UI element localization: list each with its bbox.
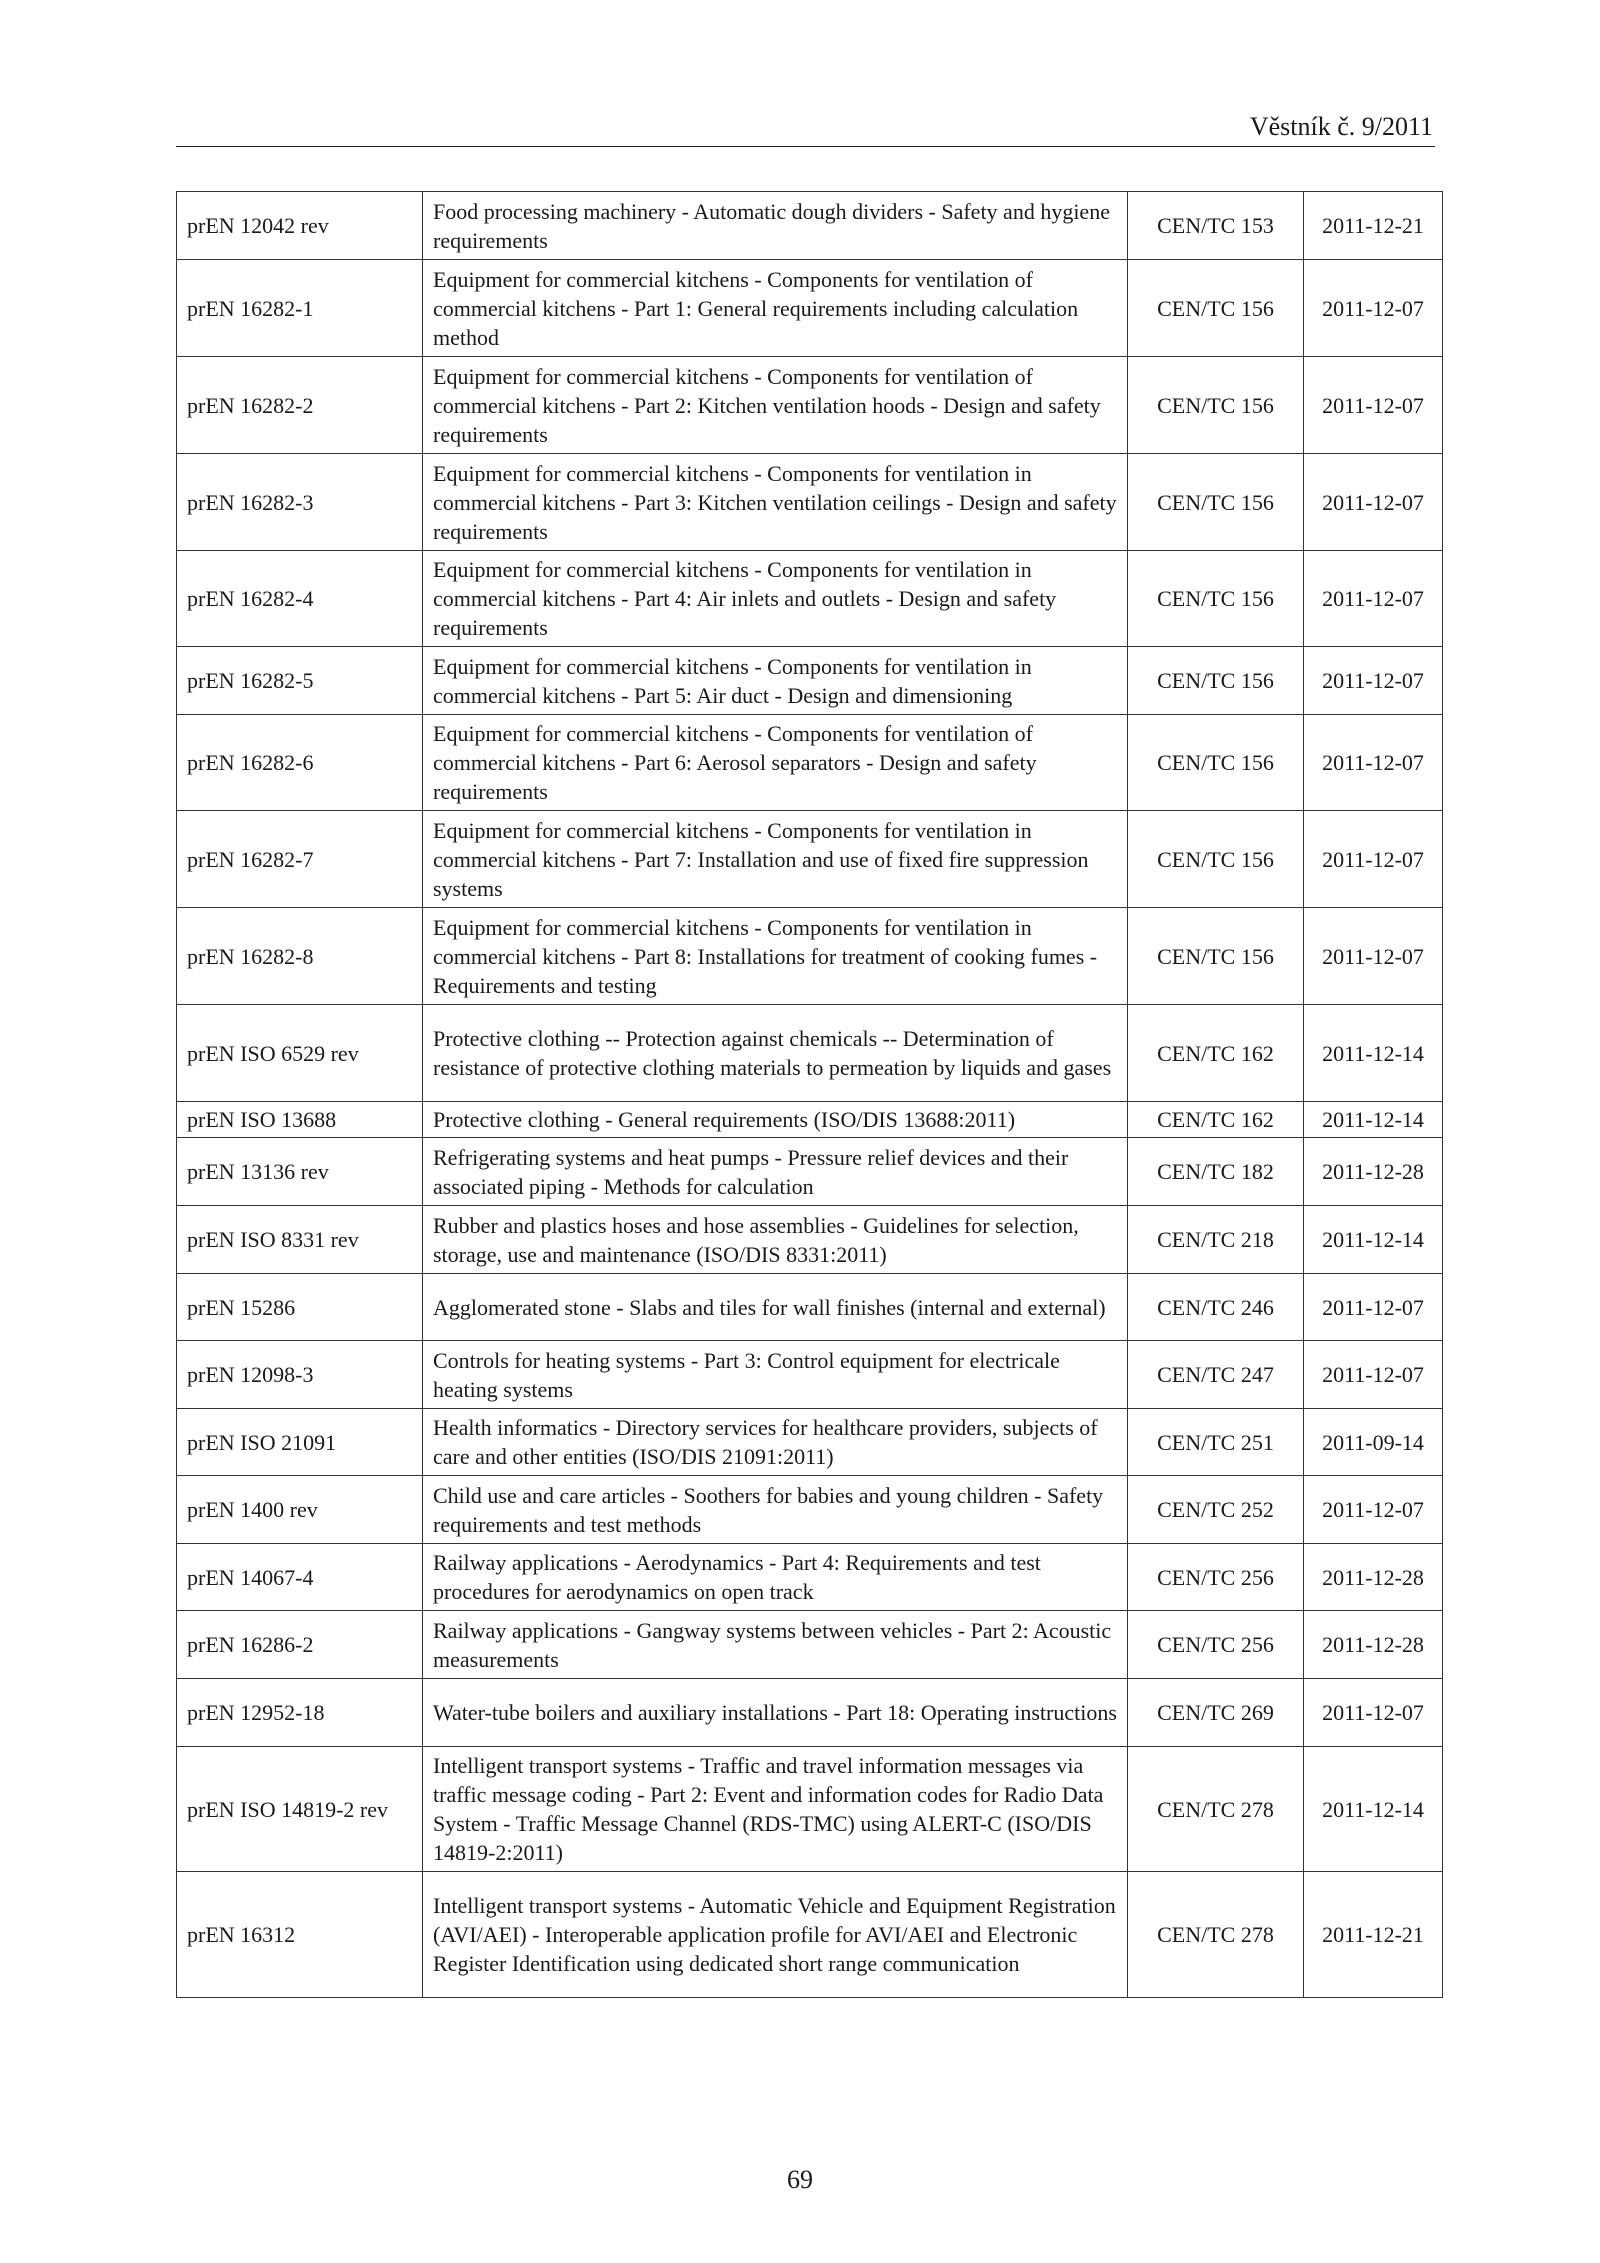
standard-code: prEN 12042 rev <box>177 192 423 260</box>
standard-code: prEN ISO 14819-2 rev <box>177 1747 423 1872</box>
standard-code: prEN 14067-4 <box>177 1544 423 1611</box>
table-row <box>177 260 1443 357</box>
deadline-date: 2011-12-07 <box>1304 357 1443 454</box>
table-row <box>177 715 1443 811</box>
technical-committee: CEN/TC 156 <box>1128 357 1304 454</box>
standard-code: prEN 15286 <box>177 1274 423 1341</box>
table-row <box>177 1409 1443 1476</box>
table-row <box>177 1206 1443 1274</box>
standard-title: Protective clothing - General requirements (ISO/DIS 13688:2011) <box>423 1102 1128 1138</box>
deadline-date: 2011-12-07 <box>1304 454 1443 551</box>
technical-committee: CEN/TC 156 <box>1128 715 1304 811</box>
technical-committee: CEN/TC 182 <box>1128 1138 1304 1206</box>
standard-code: prEN 16282-6 <box>177 715 423 811</box>
standards-table <box>176 191 1443 1998</box>
technical-committee: CEN/TC 246 <box>1128 1274 1304 1341</box>
standard-code: prEN ISO 8331 rev <box>177 1206 423 1274</box>
technical-committee: CEN/TC 251 <box>1128 1409 1304 1476</box>
standard-code: prEN ISO 6529 rev <box>177 1005 423 1102</box>
table-row <box>177 1679 1443 1747</box>
table-row <box>177 1005 1443 1102</box>
deadline-date: 2011-12-14 <box>1304 1005 1443 1102</box>
standard-title: Equipment for commercial kitchens - Components for ventilation in commercial kitchens - Part 4: Air inlets and outlets - Design and safety requirements <box>423 551 1128 647</box>
standard-title: Agglomerated stone - Slabs and tiles for wall finishes (internal and external) <box>423 1274 1128 1341</box>
technical-committee: CEN/TC 153 <box>1128 192 1304 260</box>
standard-title: Controls for heating systems - Part 3: Control equipment for electricale heating systems <box>423 1341 1128 1409</box>
standard-code: prEN 16282-8 <box>177 908 423 1005</box>
standard-title: Equipment for commercial kitchens - Components for ventilation in commercial kitchens - Part 3: Kitchen ventilation ceilings - Design and safety requirements <box>423 454 1128 551</box>
standard-title: Rubber and plastics hoses and hose assemblies - Guidelines for selection, storage, use and maintenance (ISO/DIS 8331:2011) <box>423 1206 1128 1274</box>
technical-committee: CEN/TC 256 <box>1128 1611 1304 1679</box>
deadline-date: 2011-12-07 <box>1304 1274 1443 1341</box>
standard-title: Equipment for commercial kitchens - Components for ventilation in commercial kitchens - Part 8: Installations for treatment of cooking fumes - Requirements and testing <box>423 908 1128 1005</box>
deadline-date: 2011-12-07 <box>1304 1679 1443 1747</box>
standard-code: prEN ISO 21091 <box>177 1409 423 1476</box>
deadline-date: 2011-12-28 <box>1304 1544 1443 1611</box>
deadline-date: 2011-12-14 <box>1304 1747 1443 1872</box>
standard-title: Equipment for commercial kitchens - Components for ventilation of commercial kitchens - Part 2: Kitchen ventilation hoods - Design and safety requirements <box>423 357 1128 454</box>
standard-title: Health informatics - Directory services for healthcare providers, subjects of care and other entities (ISO/DIS 21091:2011) <box>423 1409 1128 1476</box>
technical-committee: CEN/TC 162 <box>1128 1005 1304 1102</box>
standard-code: prEN 16282-2 <box>177 357 423 454</box>
standard-title: Refrigerating systems and heat pumps - Pressure relief devices and their associated piping - Methods for calculation <box>423 1138 1128 1206</box>
deadline-date: 2011-12-21 <box>1304 192 1443 260</box>
deadline-date: 2011-12-28 <box>1304 1611 1443 1679</box>
table-row <box>177 1747 1443 1872</box>
standard-title: Child use and care articles - Soothers for babies and young children - Safety requirements and test methods <box>423 1476 1128 1544</box>
standard-title: Water-tube boilers and auxiliary installations - Part 18: Operating instructions <box>423 1679 1128 1747</box>
table-row <box>177 1138 1443 1206</box>
deadline-date: 2011-12-07 <box>1304 260 1443 357</box>
technical-committee: CEN/TC 156 <box>1128 811 1304 908</box>
table-row <box>177 1476 1443 1544</box>
table-row <box>177 811 1443 908</box>
standard-code: prEN 13136 rev <box>177 1138 423 1206</box>
standard-title: Equipment for commercial kitchens - Components for ventilation of commercial kitchens - Part 1: General requirements including calculation method <box>423 260 1128 357</box>
table-row <box>177 551 1443 647</box>
journal-title: Věstník č. 9/2011 <box>1249 112 1433 141</box>
technical-committee: CEN/TC 162 <box>1128 1102 1304 1138</box>
standard-code: prEN ISO 13688 <box>177 1102 423 1138</box>
standard-title: Food processing machinery - Automatic dough dividers - Safety and hygiene requirements <box>423 192 1128 260</box>
standard-title: Protective clothing -- Protection against chemicals -- Determination of resistance of protective clothing materials to permeation by liquids and gases <box>423 1005 1128 1102</box>
standard-code: prEN 16282-1 <box>177 260 423 357</box>
standard-title: Equipment for commercial kitchens - Components for ventilation in commercial kitchens - Part 5: Air duct - Design and dimensioning <box>423 647 1128 715</box>
technical-committee: CEN/TC 278 <box>1128 1747 1304 1872</box>
table-row <box>177 1274 1443 1341</box>
standard-code: prEN 12952-18 <box>177 1679 423 1747</box>
deadline-date: 2011-12-07 <box>1304 1476 1443 1544</box>
table-row <box>177 1872 1443 1998</box>
standard-title: Intelligent transport systems - Automatic Vehicle and Equipment Registration (AVI/AEI) - Interoperable application profile for AVI/AEI and Electronic Register Identification using dedicated short range communication <box>423 1872 1128 1998</box>
standard-code: prEN 16282-3 <box>177 454 423 551</box>
table-row <box>177 1102 1443 1138</box>
technical-committee: CEN/TC 156 <box>1128 647 1304 715</box>
table-row <box>177 192 1443 260</box>
table-row <box>177 1544 1443 1611</box>
standard-code: prEN 16282-5 <box>177 647 423 715</box>
standard-code: prEN 16286-2 <box>177 1611 423 1679</box>
technical-committee: CEN/TC 269 <box>1128 1679 1304 1747</box>
standard-title: Equipment for commercial kitchens - Components for ventilation of commercial kitchens - Part 6: Aerosol separators - Design and safety requirements <box>423 715 1128 811</box>
technical-committee: CEN/TC 218 <box>1128 1206 1304 1274</box>
technical-committee: CEN/TC 156 <box>1128 454 1304 551</box>
standard-code: prEN 16282-7 <box>177 811 423 908</box>
standard-title: Railway applications - Aerodynamics - Part 4: Requirements and test procedures for aerodynamics on open track <box>423 1544 1128 1611</box>
technical-committee: CEN/TC 278 <box>1128 1872 1304 1998</box>
standard-code: prEN 12098-3 <box>177 1341 423 1409</box>
deadline-date: 2011-12-07 <box>1304 647 1443 715</box>
deadline-date: 2011-12-07 <box>1304 715 1443 811</box>
technical-committee: CEN/TC 156 <box>1128 260 1304 357</box>
technical-committee: CEN/TC 156 <box>1128 551 1304 647</box>
table-row <box>177 357 1443 454</box>
technical-committee: CEN/TC 156 <box>1128 908 1304 1005</box>
deadline-date: 2011-12-14 <box>1304 1102 1443 1138</box>
standard-title: Railway applications - Gangway systems between vehicles - Part 2: Acoustic measurements <box>423 1611 1128 1679</box>
page-header <box>176 110 1435 147</box>
standard-code: prEN 1400 rev <box>177 1476 423 1544</box>
standard-title: Intelligent transport systems - Traffic and travel information messages via traffic message coding - Part 2: Event and information codes for Radio Data System - Traffic Message Channel (RDS-TMC) using ALERT-C (ISO/DIS 14819-2:2011) <box>423 1747 1128 1872</box>
technical-committee: CEN/TC 252 <box>1128 1476 1304 1544</box>
technical-committee: CEN/TC 247 <box>1128 1341 1304 1409</box>
deadline-date: 2011-12-28 <box>1304 1138 1443 1206</box>
standard-code: prEN 16282-4 <box>177 551 423 647</box>
table-row <box>177 908 1443 1005</box>
deadline-date: 2011-12-14 <box>1304 1206 1443 1274</box>
deadline-date: 2011-12-07 <box>1304 551 1443 647</box>
table-row <box>177 454 1443 551</box>
technical-committee: CEN/TC 256 <box>1128 1544 1304 1611</box>
deadline-date: 2011-12-21 <box>1304 1872 1443 1998</box>
table-row <box>177 647 1443 715</box>
deadline-date: 2011-09-14 <box>1304 1409 1443 1476</box>
deadline-date: 2011-12-07 <box>1304 1341 1443 1409</box>
page-number: 69 <box>787 2165 813 2194</box>
standard-code: prEN 16312 <box>177 1872 423 1998</box>
standard-title: Equipment for commercial kitchens - Components for ventilation in commercial kitchens - Part 7: Installation and use of fixed fire suppression systems <box>423 811 1128 908</box>
deadline-date: 2011-12-07 <box>1304 908 1443 1005</box>
deadline-date: 2011-12-07 <box>1304 811 1443 908</box>
table-row <box>177 1341 1443 1409</box>
table-row <box>177 1611 1443 1679</box>
